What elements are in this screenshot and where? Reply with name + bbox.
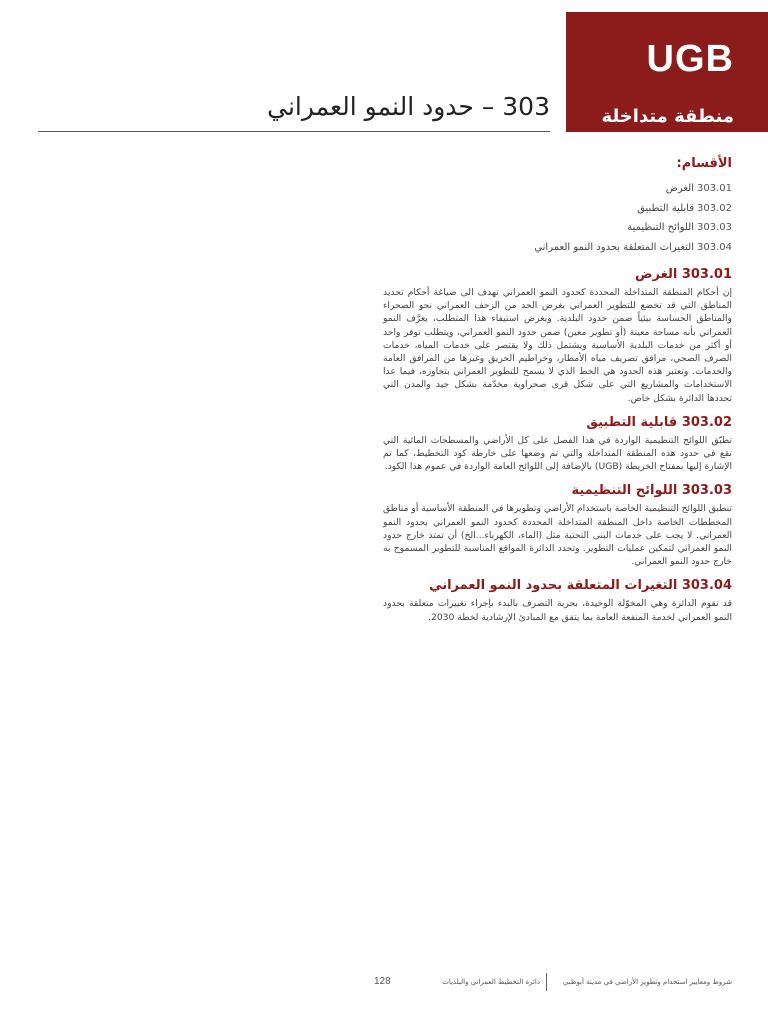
toc-item[interactable] (383, 238, 732, 258)
section-heading-purpose: 303.01 الغرض (635, 267, 732, 282)
toc-item-number: 303.03 (697, 222, 732, 233)
toc-item-number: 303.04 (697, 241, 732, 253)
page-footer (370, 976, 732, 990)
table-of-contents (383, 179, 732, 257)
page-title: 303 – حدود النمو العمراني (267, 92, 550, 121)
zone-banner (566, 12, 768, 132)
toc-item-label: الغرض (665, 183, 694, 194)
title-divider (38, 131, 550, 132)
page-number: 128 (374, 976, 391, 987)
zone-name: منطقة متداخلة (601, 106, 734, 127)
section-body-regulations: تنطبق اللوائح التنظيمية الخاصة باستخدام الأراضي وتطويرها في المنطقة الأساسية أو مناطق المخططات الخاصة داخل المنطقة المتداخلة المحددة كحدود النمو العمراني بحدود النمو العمراني. لا يجب على خدمات البنى التحتية مثل (الماء، الكهرباء...الخ) أن تمتد خارج حدود النمو العمراني لتمكين عمليات التطوير. وتحدد الدائرة المواقع المناسبة للتطوير المسموح به خارج حدود النمو العمراني. (383, 503, 732, 568)
toc-heading: الأقسام: (676, 156, 732, 171)
toc-item-label: قابلية التطبيق (637, 202, 694, 214)
section-heading-applicability: 303.02 قابلية التطبيق (586, 414, 732, 430)
section-body-applicability: تطبّق اللوائح التنظيمية الواردة في هذا الفصل على كل الأراضي والمسطحات المائية التي تقع في حدود هذه المنطقة المتداخلة والتي تم وضعها على خارطة كود التخطيط، كما تم الإشارة إليها بمفتاح الخريطة (UGB) بالإضافة إلى اللوائح العامة الواردة في عموم هذا الكود. (383, 434, 732, 473)
footer-divider (546, 973, 547, 991)
toc-item[interactable] (383, 199, 732, 219)
section-heading-boundary-changes: 303.04 التغيرات المتعلقة بحدود النمو العمراني (429, 578, 732, 594)
toc-item[interactable] (383, 179, 732, 199)
toc-item-label: اللوائح التنظيمية (627, 222, 694, 233)
toc-item-number: 303.02 (697, 202, 732, 214)
toc-item-label: التغيرات المتعلقة بحدود النمو العمراني (534, 241, 694, 253)
section-body-purpose: إن أحكام المنطقة المتداخلة المحددة كحدود النمو العمراني تهدف الى صياغة أحكام تحديد المناطق التي قد تخضع للتطوير العمراني بغرض الحد من الزحف العمراني نحو الصحراء والمناطق الحساسة بيئياً ضمن حدود البلدية. وبغرض استيفاء هذا المتطلب، يعرَّف النمو العمراني بأنه مساحة معينة (أو تطوير معين) ضمن حدود النمو العمراني، ويتطلب توفر واحد أو أكثر من خدمات البلدية الأساسية ويشتمل ذلك ولا يقتصر على خدمات المياه، خدمات الصرف الصحي، مرافق تصريف مياه الأمطار، وخراطيم الحريق وغيرها من المرافق العامة والخدمات. وتعتبر هذه الحدود هي الخط الذي لا يسمح للتطوير العمراني بتجاوزه، فيما عدا الاستخدامات والمشاريع التي على شكل قرى صحراوية مخدّمة بشكل جيد والمدن التي تحددها الدائرة بشكل خاص. (383, 287, 732, 404)
zone-code: UGB (646, 38, 734, 80)
section-body-boundary-changes: قد تقوم الدائرة وهي المخوّلة الوحيدة، بحرية التصرف بالبدء بإجراء تغييرات متعلقة بحدود النمو العمراني لخدمة المنفعة العامة بما يتفق مع المبادئ الإرشادية لخطة 2030. (383, 598, 732, 623)
toc-item[interactable] (383, 218, 732, 238)
footer-document-title: شروط ومعايير استخدام وتطوير الأراضي في مدينة أبوظبي (562, 978, 732, 986)
section-heading-regulations: 303.03 اللوائح التنظيمية (571, 483, 732, 499)
toc-item-number: 303.01 (697, 183, 732, 194)
main-content (383, 156, 732, 624)
footer-department: دائرة التخطيط العمراني والبلديات (442, 978, 540, 986)
